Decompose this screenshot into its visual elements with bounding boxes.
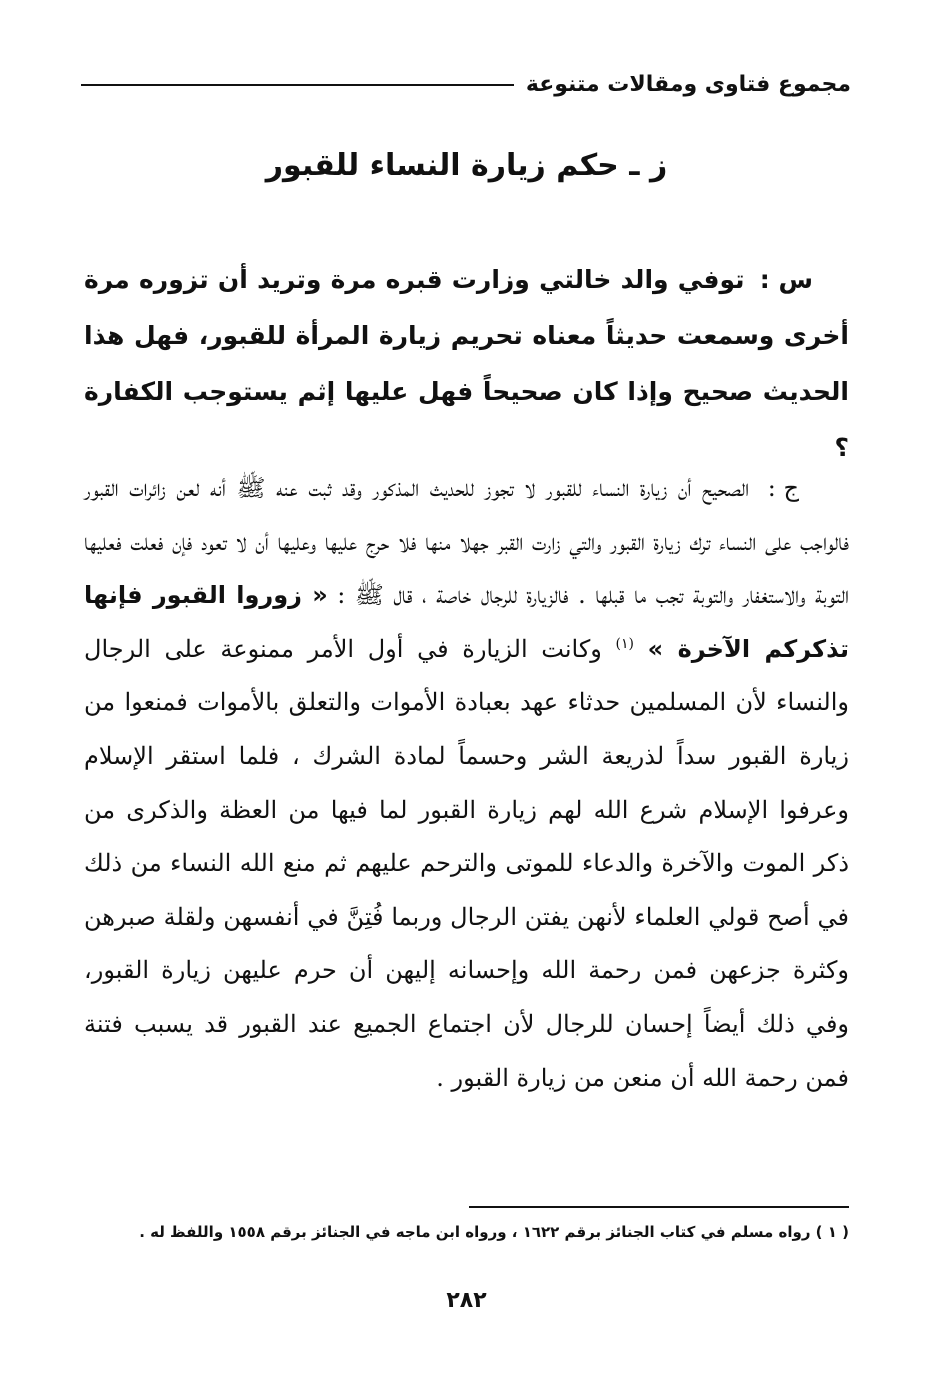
footnote-reference: (١) — [615, 635, 634, 652]
answer-paragraph — [84, 462, 849, 1105]
question-marker: س : — [759, 265, 813, 294]
answer-text-after-quote: وكانت الزيارة في أول الأمر ممنوعة على الرجال والنساء لأن المسلمين حدثاء عهد بعبادة الأموات والتعلق بالأموات فمنعوا من زيارة القبور سداً لذريعة الشر وحسماً لمادة الشرك ، فلما استقر الإسلام وعرفوا الإسلام شرع الله لهم زيارة القبور لما فيها من العظة والذكرى من ذكر الموت والآخرة والدعاء للموتى والترحم عليهم ثم منع الله النساء من ذلك في أصح قولي العلماء لأنهن يفتن الرجال وربما فُتِنَّ في أنفسهن ولقلة صبرهن وكثرة جزعهن فمن رحمة الله وإحسانه إليهن أن حرم عليهن زيارة القبور، وفي ذلك أيضاً إحسان للرجال لأن اجتماع الجميع عند القبور قد يسبب فتنة فمن رحمة الله أن منعن من زيارة القبور . — [84, 634, 849, 1092]
footnote-rule — [469, 1206, 849, 1208]
question-text: توفي والد خالتي وزارت قبره مرة وتريد أن تزوره مرة أخرى وسمعت حديثاً معناه تحريم زيارة المرأة للقبور، فهل هذا الحديث صحيح وإذا كان صحيحاً فهل عليها إثم يستوجب الكفارة ؟ — [84, 265, 849, 462]
hadith-quote: « زوروا القبور فإنها تذكركم الآخرة » — [84, 581, 849, 663]
footnote: ( ١ ) رواه مسلم في كتاب الجنائز برقم ١٦٢٢ ، ورواه ابن ماجه في الجنائز برقم ١٥٥٨ واللفظ له . — [139, 1223, 849, 1241]
page-number: ٢٨٢ — [446, 1288, 487, 1313]
header-rule — [81, 84, 514, 86]
answer-text-before-quote: الصحيح أن زيارة النساء للقبور لا تجوز للحديث المذكور وقد ثبت عنه ﷺ أنه لعن زائرات القبور فالواجب على النساء ترك زيارة القبور والتي زارت القبر جهلا منها فلا حرج عليها وعليها أن لا تعود فإن فعلت فعليها التوبة والاستغفار والتوبة تجب ما قبلها . فالزيارة للرجال خاصة ، قال ﷺ : — [84, 474, 850, 610]
running-header — [81, 72, 851, 97]
section-title: ز ـ حكم زيارة النساء للقبور — [265, 148, 668, 183]
running-header-title: مجموع فتاوى ومقالات متنوعة — [525, 72, 851, 97]
answer-marker: ج : — [767, 474, 799, 502]
question-paragraph — [84, 252, 849, 476]
